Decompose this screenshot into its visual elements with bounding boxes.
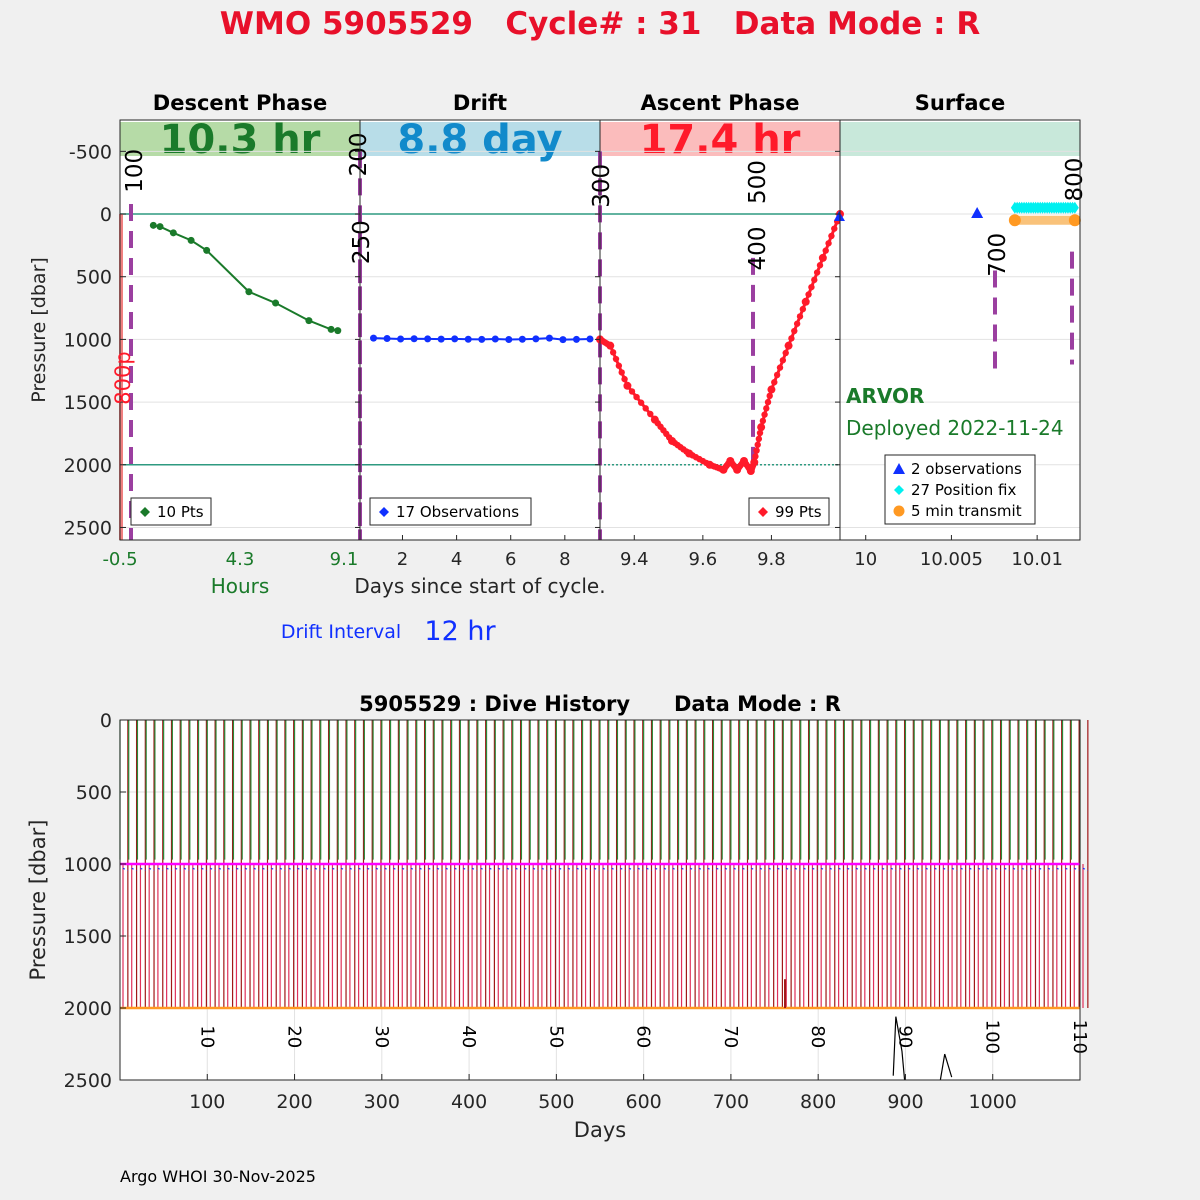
phase-duration-drift: 8.8 day (397, 117, 563, 163)
ascent-point (800, 306, 806, 312)
ascent-point (752, 453, 758, 459)
phase-title-drift: Drift (452, 91, 508, 115)
ascent-point (817, 262, 823, 268)
shared-x-axis-label: Days since start of cycle. (354, 574, 606, 598)
ascent-point (619, 369, 625, 375)
drift-point (519, 336, 526, 343)
cycle-number-label: 10 (196, 1025, 218, 1049)
ascent-point (767, 393, 773, 399)
bottom-y-tick-label: 1000 (63, 854, 112, 876)
phase-duration-ascent: 17.4 hr (639, 117, 801, 163)
drift-point (465, 336, 472, 343)
drift-point (546, 335, 553, 342)
phase-marker-label: 500 (745, 160, 771, 204)
phase-marker-label: 400 (745, 226, 771, 271)
ascent-point (783, 350, 789, 356)
bottom-y-axis-label: Pressure [dbar] (26, 819, 50, 981)
drift-x-tick-label: 8 (559, 549, 571, 570)
drift-interval-label: Drift Interval (280, 621, 402, 643)
ascent-x-tick-label: 9.6 (688, 549, 718, 570)
ascent-point (794, 321, 800, 327)
history-drift-trace (1083, 868, 1088, 870)
phase-marker-label: 250 (349, 220, 375, 265)
descent-point (188, 237, 195, 244)
descent-point (305, 317, 312, 324)
ascent-point (755, 442, 761, 448)
cycle-number-label: 30 (370, 1025, 392, 1049)
drift-point (411, 335, 418, 342)
ascent-point (758, 424, 764, 430)
footer-credit: Argo WHOI 30-Nov-2025 (120, 1167, 316, 1186)
drift-interval-value: 12 hr (424, 616, 496, 647)
cycle-number-label: 80 (807, 1025, 829, 1049)
bottom-panel (26, 692, 1090, 1142)
descent-point (245, 288, 252, 295)
top-y-tick-label: 1500 (63, 392, 112, 415)
cycle-number-label: 20 (283, 1025, 305, 1049)
ascent-point (771, 379, 777, 385)
drift-x-tick-label: 6 (504, 549, 517, 570)
cycle-number-label: 40 (458, 1025, 480, 1049)
ascent-point (780, 357, 786, 363)
phase-title-surface: Surface (914, 91, 1006, 115)
ascent-point (774, 372, 780, 378)
top-panel (28, 91, 1088, 647)
drift-point (532, 335, 539, 342)
deployed-date: Deployed 2022-11-24 (846, 416, 1064, 440)
ascent-point (811, 277, 817, 283)
ascent-point (643, 405, 649, 411)
ascent-point (763, 405, 769, 411)
cycle-number-label: 50 (545, 1025, 567, 1049)
drift-x-tick-label: 2 (396, 549, 409, 570)
ascent-point (753, 447, 759, 453)
bottom-x-tick-label: 400 (450, 1091, 488, 1113)
ascent-point (831, 225, 837, 231)
top-y-tick-label: 2000 (63, 454, 112, 477)
drift-point (559, 336, 566, 343)
surface-x-tick-label: 10 (854, 549, 878, 570)
ascent-point (791, 328, 797, 334)
ascent-point (610, 349, 616, 355)
descent-x-axis-label: Hours (210, 574, 270, 598)
top-y-tick-label: 500 (75, 266, 112, 289)
drift-x-tick-label: 4 (450, 549, 463, 570)
transmit-marker (1009, 214, 1021, 226)
ascent-x-tick-label: 9.8 (757, 549, 786, 570)
ascent-point (647, 411, 653, 417)
surface-legend-label: 5 min transmit (911, 502, 1022, 520)
ascent-point (621, 376, 627, 382)
ascent-point (825, 240, 831, 246)
bottom-x-tick-label: 600 (625, 1091, 662, 1113)
top-y-axis-label: Pressure [dbar] (28, 257, 50, 403)
ascent-point (751, 459, 757, 465)
surface-legend-label: 2 observations (911, 460, 1022, 478)
bottom-x-tick-label: 800 (800, 1091, 837, 1113)
ascent-point (629, 388, 635, 394)
ascent-point (633, 394, 639, 400)
top-y-tick-label: -500 (68, 141, 112, 164)
phase-marker-label: 800 (1062, 157, 1088, 202)
phase-marker-label: 200 (346, 132, 372, 177)
ascent-point (788, 335, 794, 341)
drift-point (586, 336, 593, 343)
ascent-x-tick-label: 9.4 (619, 549, 649, 570)
descent-legend-label: 10 Pts (157, 503, 204, 521)
bottom-x-tick-label: 300 (363, 1091, 400, 1113)
bottom-x-axis-label: Days (573, 1118, 627, 1142)
ascent-point (757, 430, 763, 436)
red-marker-label: 800p (111, 351, 135, 405)
ascent-point (756, 436, 762, 442)
descent-point (170, 229, 177, 236)
ascent-point (805, 291, 811, 297)
phase-duration-descent: 10.3 hr (159, 117, 321, 163)
drift-legend-label: 17 Observations (396, 503, 520, 521)
bottom-y-tick-label: 2000 (63, 998, 112, 1020)
ascent-point (761, 411, 767, 417)
top-y-tick-label: 0 (99, 204, 112, 227)
ascent-point (777, 364, 783, 370)
bottom-x-tick-label: 200 (276, 1091, 313, 1113)
transmit-marker (1069, 214, 1081, 226)
drift-point (370, 335, 377, 342)
bottom-title: 5905529 : Dive History Data Mode : R (359, 692, 841, 716)
drift-point (492, 336, 499, 343)
cycle-number-label: 100 (981, 1019, 1003, 1054)
bottom-x-tick-label: 900 (887, 1091, 924, 1113)
ascent-point (828, 233, 834, 239)
bottom-x-tick-label: 700 (712, 1091, 750, 1113)
descent-point (328, 326, 335, 333)
drift-point (397, 336, 404, 343)
ascent-point (638, 400, 644, 406)
bottom-y-tick-label: 1500 (63, 926, 112, 948)
ascent-point (820, 255, 826, 261)
cycle-number-label: 60 (632, 1025, 654, 1049)
ascent-point (760, 418, 766, 424)
ascent-point (607, 342, 613, 348)
phase-title-descent: Descent Phase (152, 91, 328, 115)
drift-point (451, 335, 458, 342)
descent-x-tick-label: -0.5 (102, 549, 138, 570)
ascent-point (616, 363, 622, 369)
surface-legend-label: 27 Position fix (911, 481, 1017, 499)
bottom-y-tick-label: 0 (99, 710, 112, 732)
phase-title-ascent: Ascent Phase (640, 91, 800, 115)
ascent-point (768, 386, 774, 392)
top-y-tick-label: 2500 (63, 517, 112, 540)
descent-point (150, 222, 157, 229)
ascent-point (797, 313, 803, 319)
surface-x-tick-label: 10.01 (1011, 549, 1063, 570)
cycle-number-label: 110 (1069, 1019, 1090, 1054)
phase-marker-label: 700 (985, 232, 1011, 277)
ascent-point (808, 284, 814, 290)
bottom-x-tick-label: 1000 (968, 1091, 1017, 1113)
drift-point (505, 336, 512, 343)
surface-x-tick-label: 10.005 (919, 549, 983, 570)
descent-point (272, 300, 279, 307)
drift-point (438, 336, 445, 343)
bottom-y-tick-label: 2500 (63, 1070, 112, 1092)
figure-title: WMO 5905529 Cycle# : 31 Data Mode : R (219, 6, 981, 42)
bottom-x-tick-label: 100 (189, 1091, 226, 1113)
bottom-x-tick-label: 500 (538, 1091, 575, 1113)
ascent-point (814, 269, 820, 275)
cycle-number-label: 70 (719, 1025, 741, 1049)
ascent-point (613, 356, 619, 362)
descent-point (203, 247, 210, 254)
bottom-y-tick-label: 500 (75, 782, 112, 804)
descent-x-tick-label: 4.3 (225, 549, 255, 570)
phase-marker-label: 100 (122, 148, 148, 193)
ascent-point (823, 247, 829, 253)
ascent-point (803, 299, 809, 305)
drift-point (478, 336, 485, 343)
ascent-legend-label: 99 Pts (775, 503, 822, 521)
descent-point (334, 327, 341, 334)
top-y-tick-label: 1000 (63, 329, 112, 352)
ascent-point (785, 342, 791, 348)
descent-x-tick-label: 9.1 (329, 549, 359, 570)
drift-point (384, 335, 391, 342)
float-type: ARVOR (846, 384, 925, 408)
cycle-number-label: 90 (894, 1025, 916, 1049)
ascent-point (765, 399, 771, 405)
drift-point (573, 336, 580, 343)
phase-marker-label: 300 (589, 163, 615, 208)
descent-point (157, 223, 164, 230)
surface-legend-marker (894, 506, 905, 517)
drift-point (424, 335, 431, 342)
ascent-point (624, 383, 630, 389)
